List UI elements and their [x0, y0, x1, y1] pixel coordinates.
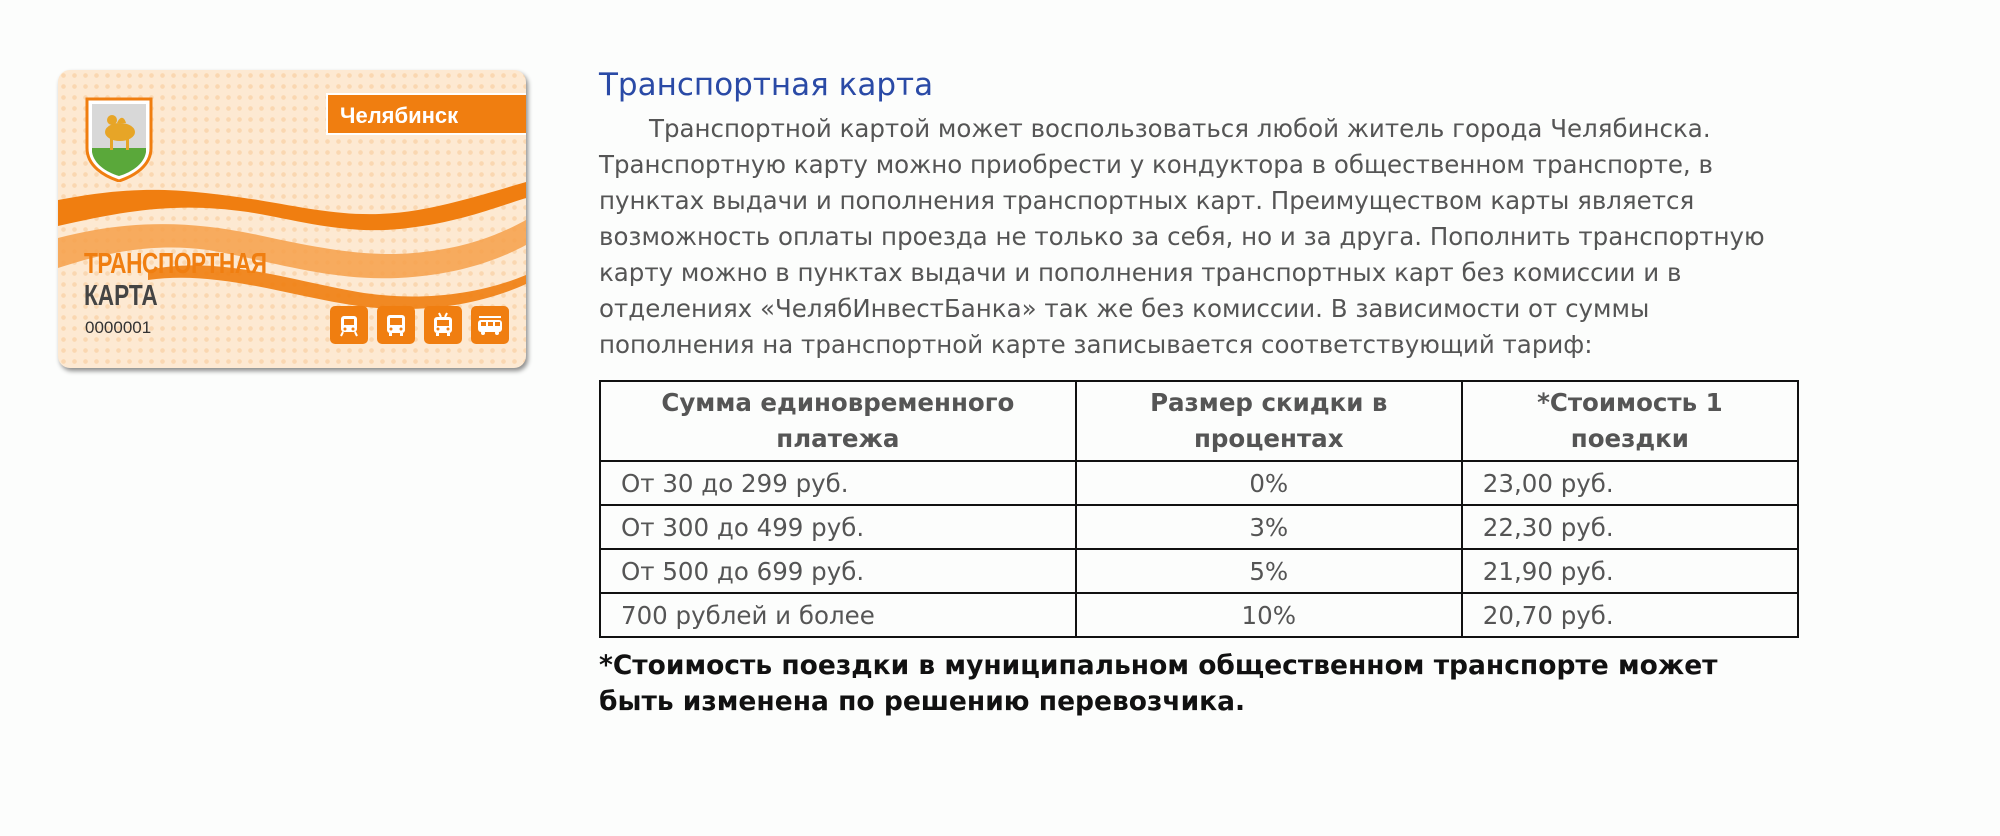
column-header-discount: Размер скидки в процентах [1076, 381, 1462, 461]
card-city-label: Челябинск [326, 93, 526, 135]
tram-icon [330, 306, 368, 344]
cell-discount: 5% [1076, 549, 1462, 593]
card-number: 0000001 [85, 318, 152, 337]
cell-discount: 0% [1076, 461, 1462, 505]
cell-payment: От 300 до 499 руб. [600, 505, 1076, 549]
card-title-line2: КАРТА [84, 280, 158, 312]
table-row [600, 461, 1798, 505]
cell-payment: От 30 до 299 руб. [600, 461, 1076, 505]
column-header-trip-cost: *Стоимость 1 поездки [1462, 381, 1798, 461]
table-header-row [600, 381, 1798, 461]
cell-trip-cost: 22,30 руб. [1462, 505, 1798, 549]
description-paragraph: Транспортной картой может воспользоваться любой житель города Челябинска. Транспортную карту можно приобрести у кондуктора в общественном транспорте, в пунктах выдачи и пополнения транспортных карт. Преимуществом карты является возможность оплаты проезда не только за себя, но и за друга. Пополнить транспортную карту можно в пунктах выдачи и пополнения транспортных карт без комиссии и в отделениях «ЧелябИнвестБанка» так же без комиссии. В зависимости от суммы пополнения на транспортной карте записывается соответствующий тариф: [599, 114, 1765, 359]
cell-payment: От 500 до 699 руб. [600, 549, 1076, 593]
table-row [600, 593, 1798, 637]
cell-discount: 10% [1076, 593, 1462, 637]
cell-trip-cost: 20,70 руб. [1462, 593, 1798, 637]
minibus-icon [471, 306, 509, 344]
transport-card-image [58, 70, 526, 368]
price-footnote: *Стоимость поездки в муниципальном общественном транспорте может быть изменена по решению перевозчика. [599, 650, 1718, 717]
column-header-payment: Сумма единовременного платежа [600, 381, 1076, 461]
trolleybus-icon [424, 306, 462, 344]
cell-payment: 700 рублей и более [600, 593, 1076, 637]
table-row [600, 549, 1798, 593]
cell-discount: 3% [1076, 505, 1462, 549]
cell-trip-cost: 23,00 руб. [1462, 461, 1798, 505]
table-row [600, 505, 1798, 549]
card-title-line1: ТРАНСПОРТНАЯ [84, 248, 267, 280]
page-title: Транспортная карта [599, 67, 934, 103]
cell-trip-cost: 21,90 руб. [1462, 549, 1798, 593]
tariff-table [599, 380, 1799, 638]
chelyabinsk-crest-icon [84, 96, 154, 182]
bus-icon [377, 306, 415, 344]
card-transport-icons [330, 306, 509, 344]
